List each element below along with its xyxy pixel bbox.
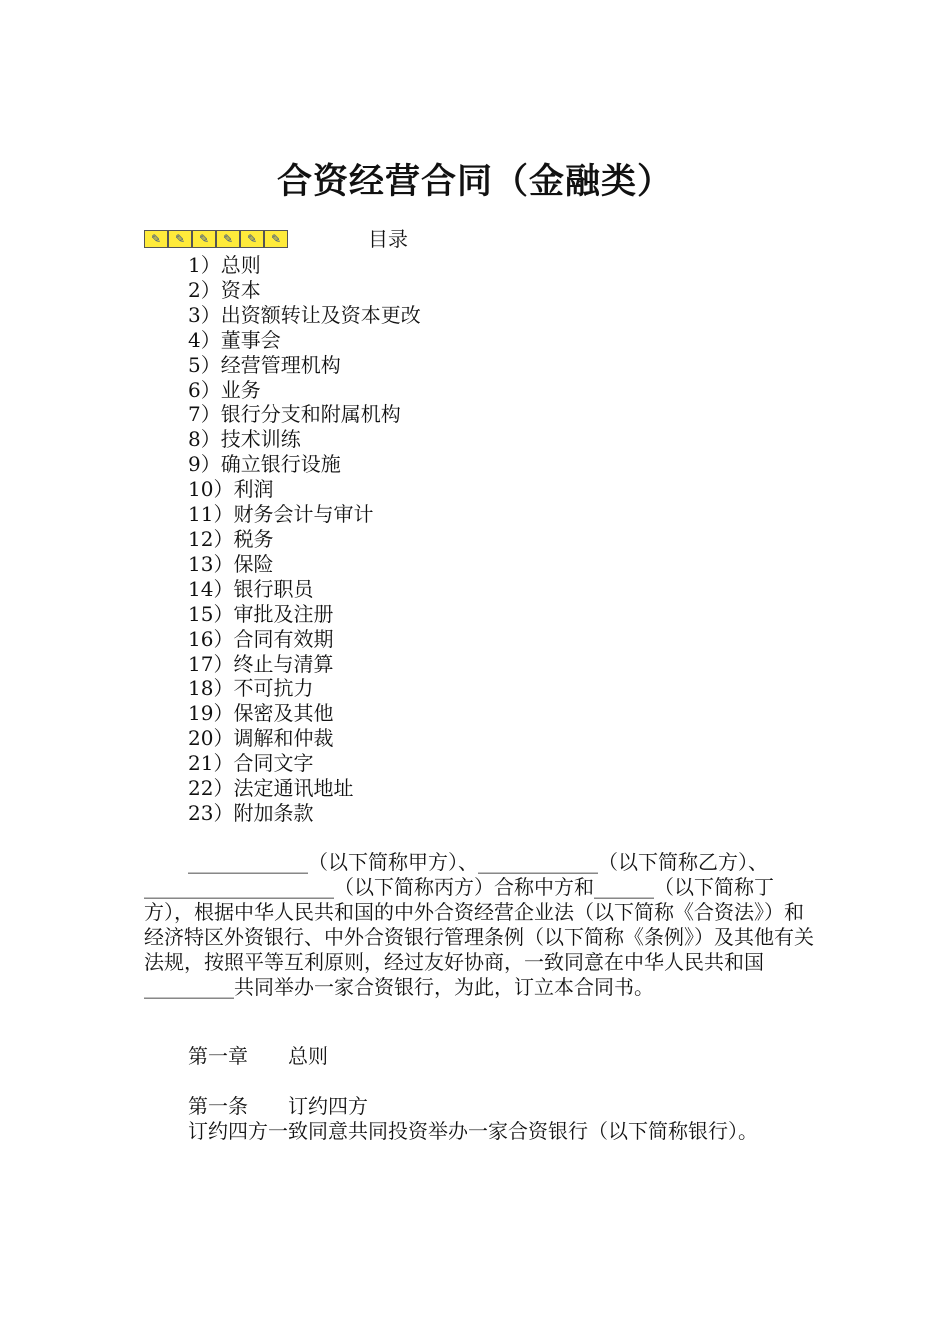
toolbar-icons xyxy=(144,230,288,248)
toc-item: 4）董事会 xyxy=(188,327,281,352)
article-heading: 第一条 订约四方 xyxy=(188,1094,368,1118)
toc-item: 14）银行职员 xyxy=(188,576,314,601)
toc-header xyxy=(144,226,644,250)
chapter-heading: 第一章 总则 xyxy=(188,1044,328,1068)
toc-item: 18）不可抗力 xyxy=(188,676,314,701)
page-icon: ✎ xyxy=(216,230,240,248)
toc-item: 21）合同文字 xyxy=(188,751,314,776)
toc-item: 22）法定通讯地址 xyxy=(188,776,354,801)
page-icon: ✎ xyxy=(168,230,192,248)
toc-item: 1）总则 xyxy=(188,253,261,277)
toc-item: 12）税务 xyxy=(188,526,274,551)
toc-item: 16）合同有效期 xyxy=(188,626,334,651)
toc-item: 7）银行分支和附属机构 xyxy=(188,402,401,427)
toc-item: 15）审批及注册 xyxy=(188,601,334,626)
toc-list xyxy=(188,253,421,826)
page-icon: ✎ xyxy=(240,230,264,248)
toc-item: 20）调解和仲裁 xyxy=(188,726,334,751)
toc-item: 6）业务 xyxy=(188,377,261,402)
toc-item: 9）确立银行设施 xyxy=(188,452,341,477)
toc-item: 3）出资额转让及资本更改 xyxy=(188,302,421,327)
toc-item: 13）保险 xyxy=(188,551,274,576)
page-icon: ✎ xyxy=(192,230,216,248)
toc-label: 目录 xyxy=(368,227,408,251)
toc-item: 17）终止与清算 xyxy=(188,651,334,676)
document-title: 合资经营合同（金融类） xyxy=(276,161,673,202)
preamble-paragraph: ____________（以下简称甲方）、____________（以下简称乙方）、___________________（以下简称丙方）合称中方和______（以下简称丁方），根据中华人民共和国的中外合资经营企业法（以下简称《合资法》）和经济特区外资银行、中外合资银行管理条例（以下简称《条例》）及其他有关法规，按照平等互利原则，经过友好协商，一致同意在中华人民共和国_________共同举办一家合资银行，为此，订立本合同书。 xyxy=(144,850,814,999)
toc-item: 5）经营管理机构 xyxy=(188,352,341,377)
article-text: 订约四方一致同意共同投资举办一家合资银行（以下简称银行）。 xyxy=(188,1119,758,1143)
toc-item: 23）附加条款 xyxy=(188,800,314,825)
toc-item: 8）技术训练 xyxy=(188,427,301,452)
toc-item: 11）财务会计与审计 xyxy=(188,502,374,527)
toc-item: 19）保密及其他 xyxy=(188,701,334,726)
toc-item: 10）利润 xyxy=(188,477,274,502)
toc-item: 2）资本 xyxy=(188,277,261,302)
page-icon: ✎ xyxy=(144,230,168,248)
page-icon: ✎ xyxy=(264,230,288,248)
